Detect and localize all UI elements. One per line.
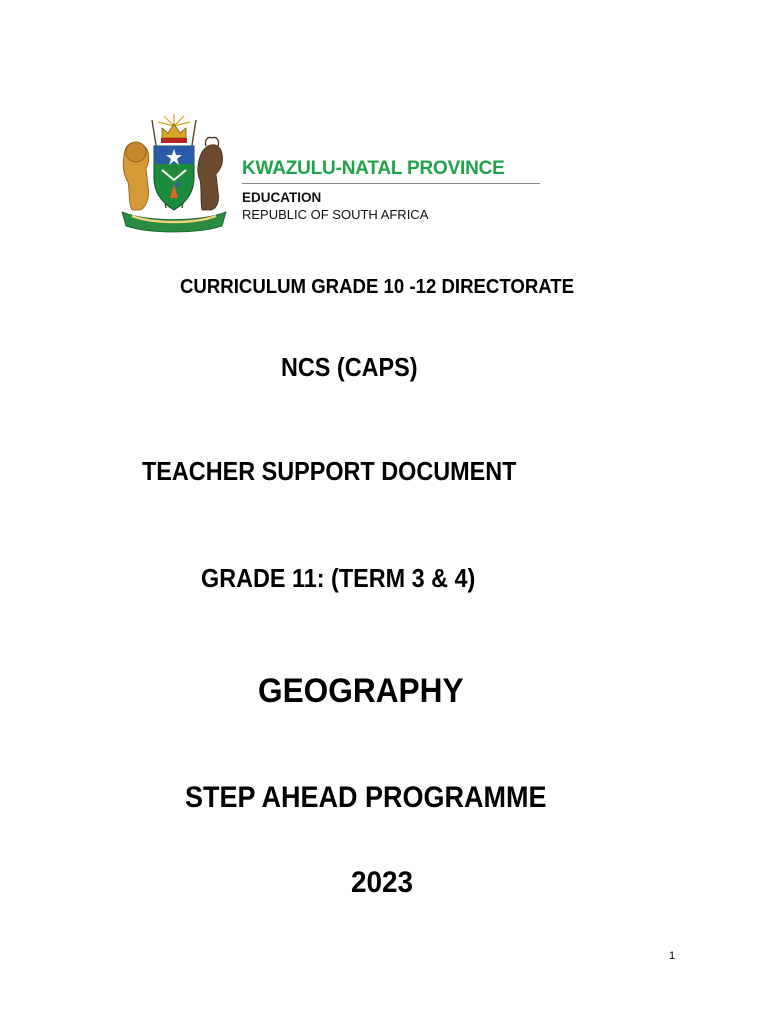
programme-type-heading: NCS (CAPS) [281,352,418,382]
year-heading: 2023 [351,866,414,899]
directorate-heading: CURRICULUM GRADE 10 -12 DIRECTORATE [180,276,575,298]
department-name: EDUCATION [242,190,322,205]
provincial-logo [118,112,548,234]
programme-name-heading: STEP AHEAD PROGRAMME [185,781,547,814]
country-name: REPUBLIC OF SOUTH AFRICA [242,207,429,222]
org-name: KWAZULU-NATAL PROVINCE [242,158,505,179]
document-type-heading: TEACHER SUPPORT DOCUMENT [142,456,517,486]
coat-of-arms-icon [118,112,230,234]
logo-divider [242,183,540,184]
page-number: 1 [669,950,676,962]
subject-title: GEOGRAPHY [258,672,464,710]
grade-term-heading: GRADE 11: (TERM 3 & 4) [201,563,476,593]
